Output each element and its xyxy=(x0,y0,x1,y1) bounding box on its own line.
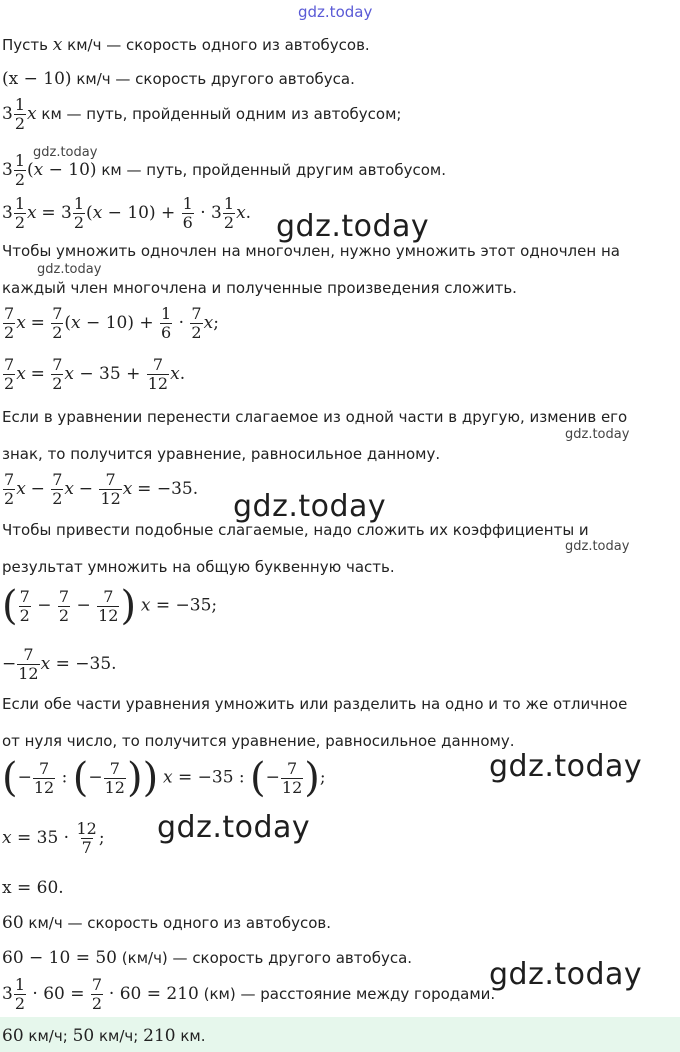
rule-text: Чтобы привести подобные слагаемые, надо сложить их коэффициенты и xyxy=(2,521,589,539)
rule-text: каждый член многочлена и полученные произведения сложить. xyxy=(2,279,517,297)
answer-box xyxy=(0,1017,680,1052)
answer-line: 60 км/ч; 50 км/ч; 210 км. xyxy=(2,1026,206,1046)
watermark-large: gdz.today xyxy=(276,209,430,244)
rule-text: Чтобы умножить одночлен на многочлен, нужно умножить этот одночлен на xyxy=(2,242,620,260)
result-line: 60 км/ч — скорость одного из автобусов. xyxy=(2,913,331,933)
rule-text: Если обе части уравнения умножить или разделить на одно и то же отличное xyxy=(2,695,628,713)
rule-text: Если в уравнении перенести слагаемое из одной части в другую, изменив его xyxy=(2,408,628,426)
equation: ( $\frac{7}{2}$ − $\frac{7}{2}$ − $\frac{7}{12}$ ) x = −35; xyxy=(2,583,218,629)
watermark-top: gdz.today xyxy=(298,3,373,21)
watermark-small: gdz.today xyxy=(565,539,630,554)
rule-text: знак, то получится уравнение, равносильное данному. xyxy=(2,445,441,463)
text-line: (x − 10) км/ч — скорость другого автобуса. xyxy=(2,69,355,89)
result-line: 3 $\frac{1}{2}$ · 60 = $\frac{7}{2}$ · 60 = 210 (км) — расстояние между городами. xyxy=(2,975,496,1013)
equation: $\frac{7}{2}$ x = $\frac{7}{2}$ x − 35 + $\frac{7}{12}$ x. xyxy=(4,355,186,393)
equation: $\frac{7}{2}$ x = $\frac{7}{2}$ (x − 10) + $\frac{1}{6}$ · $\frac{7}{2}$ x; xyxy=(4,304,219,342)
equation: (− $\frac{7}{12}$ : (− $\frac{7}{12}$ )) x = −35 : (− $\frac{7}{12}$ ); xyxy=(2,755,326,801)
result-line: 60 − 10 = 50 (км/ч) — скорость другого автобуса. xyxy=(2,948,413,968)
equation: x = 60. xyxy=(2,878,64,898)
watermark-small: gdz.today xyxy=(37,262,102,277)
watermark-large: gdz.today xyxy=(489,749,643,784)
watermark-large: gdz.today xyxy=(157,810,311,845)
equation: 3 $\frac{1}{2}$ x = 3 $\frac{1}{2}$ (x − 10) + $\frac{1}{6}$ · 3 $\frac{1}{2}$ x. xyxy=(2,194,252,232)
rule-text: результат умножить на общую буквенную часть. xyxy=(2,558,395,576)
text-line: Пусть x км/ч — скорость одного из автобусов. xyxy=(2,35,370,55)
watermark-small: gdz.today xyxy=(33,145,98,160)
watermark-large: gdz.today xyxy=(489,957,643,992)
equation: − $\frac{7}{12}$ x = −35. xyxy=(2,645,117,683)
equation: x = 35 · $\frac{12}{7}$ ; xyxy=(2,819,105,857)
math-line: 3 $\frac{1}{2}$ x км — путь, пройденный одним из автобусом; xyxy=(2,95,402,133)
equation: $\frac{7}{2}$ x − $\frac{7}{2}$ x − $\frac{7}{12}$ x = −35. xyxy=(4,470,199,508)
rule-text: от нуля число, то получится уравнение, равносильное данному. xyxy=(2,732,515,750)
watermark-small: gdz.today xyxy=(565,427,630,442)
math-line: 3 $\frac{1}{2}$ (x − 10) км — путь, пройденный другим автобусом. xyxy=(2,151,446,189)
watermark-large: gdz.today xyxy=(233,489,387,524)
